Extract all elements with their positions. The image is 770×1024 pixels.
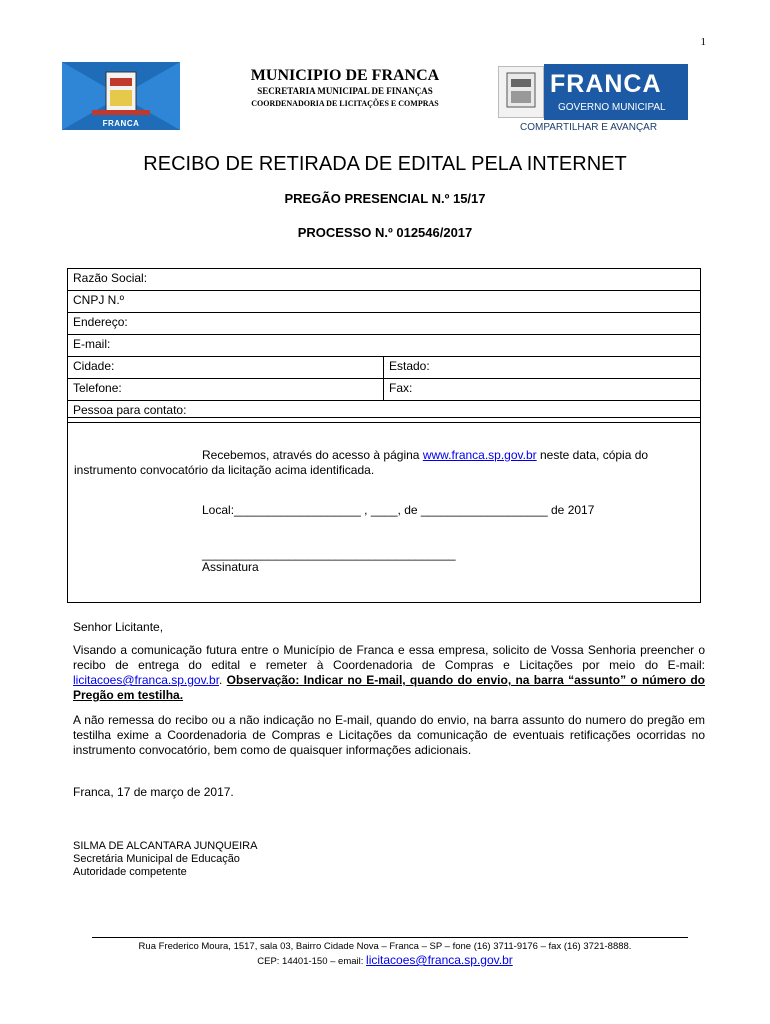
signature-line[interactable]: ______________________________________ — [202, 547, 456, 561]
franca-government-logo — [498, 64, 688, 120]
greeting: Senhor Licitante, — [73, 620, 164, 634]
document-title: RECIBO DE RETIRADA DE EDITAL PELA INTERNET — [143, 153, 627, 175]
header-subtitle-procurement: COORDENADORIA DE LICITAÇÕES E COMPRAS — [251, 99, 439, 108]
signature-label: Assinatura — [202, 560, 259, 574]
paragraph-instructions: Visando a comunicação futura entre o Município de Franca e essa empresa, solicito de Vossa Senhoria preencher o recibo de entrega do edital e remeter à Coordenadoria de Compras e Licitações por meio do E-mail: licitacoes@franca.sp.gov.br. Observação: Indicar no E-mail, quando do envio, na barra “assunto” o número do Pregão em testilha. — [73, 643, 705, 702]
receipt-text: Recebemos, através do acesso à página www.franca.sp.gov.br neste data, cópia do instrumento convocatório da licitação acima identificada. — [74, 448, 649, 477]
email-link[interactable]: licitacoes@franca.sp.gov.br — [73, 673, 220, 687]
local-date-line[interactable]: Local:___________________ , ____, de ___________________ de 2017 — [202, 503, 595, 517]
observation-note: Observação: Indicar no E-mail, quando do envio, na barra “assunto” o número do Pregão em testilha. — [73, 673, 705, 702]
left-logo-label: FRANCA — [102, 119, 140, 128]
header-title: MUNICIPIO DE FRANCA — [250, 67, 440, 84]
endereco-field[interactable]: Endereço: — [68, 313, 701, 335]
cidade-field[interactable]: Cidade: — [68, 357, 384, 379]
email-field[interactable]: E-mail: — [68, 335, 701, 357]
logo-brand-text: FRANCA — [550, 70, 662, 98]
fax-field[interactable]: Fax: — [384, 379, 701, 401]
seal-icon — [498, 66, 544, 118]
cnpj-field[interactable]: CNPJ N.º — [68, 291, 701, 313]
signer-role: Secretária Municipal de Educação — [73, 853, 240, 865]
contato-field[interactable]: Pessoa para contato: — [68, 401, 701, 423]
header-subtitle-finance: SECRETARIA MUNICIPAL DE FINANÇAS — [257, 86, 433, 96]
footer-address: Rua Frederico Moura, 1517, sala 03, Bairro Cidade Nova – Franca – SP – fone (16) 3711-9176 – fax (16) 3721-8888. — [138, 941, 632, 952]
paragraph-warning: A não remessa do recibo ou a não indicação no E-mail, quando do envio, na barra assunto do numero do pregão em testilha exime a Coordenadoria de Compras e Licitações da comunicação de eventuais retificações ocorridas no instrumento convocatório, bem como de quaisquer informações adicionais. — [73, 713, 705, 757]
pregao-number: PREGÃO PRESENCIAL N.º 15/17 — [284, 191, 486, 206]
logo-government-text: GOVERNO MUNICIPAL — [558, 102, 666, 113]
website-link[interactable]: www.franca.sp.gov.br — [422, 448, 537, 462]
footer-email-link[interactable]: licitacoes@franca.sp.gov.br — [366, 953, 513, 967]
company-info-form — [67, 268, 701, 423]
municipality-coat-of-arms-logo — [62, 62, 180, 130]
razao-social-field[interactable]: Razão Social: — [68, 269, 701, 291]
signer-authority: Autoridade competente — [73, 866, 187, 878]
footer-cep: CEP: 14401-150 – email: licitacoes@franca.sp.gov.br — [257, 953, 513, 967]
receipt-box — [67, 417, 701, 603]
processo-number: PROCESSO N.º 012546/2017 — [297, 225, 473, 240]
telefone-field[interactable]: Telefone: — [68, 379, 384, 401]
estado-field[interactable]: Estado: — [384, 357, 701, 379]
signer-name: SILMA DE ALCANTARA JUNQUEIRA — [73, 840, 258, 852]
letter-date: Franca, 17 de março de 2017. — [73, 785, 234, 799]
page-number: 1 — [700, 36, 706, 48]
logo-slogan: COMPARTILHAR E AVANÇAR — [520, 122, 658, 133]
footer-divider — [92, 937, 688, 938]
